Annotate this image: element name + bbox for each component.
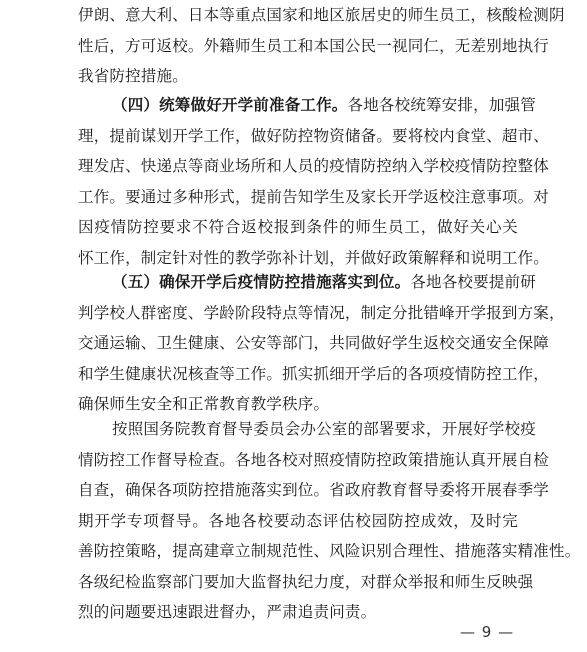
text-line	[78, 90, 536, 121]
text-line: 伊朗、意大利、日本等重点国家和地区旅居史的师生员工，核酸检测阴	[78, 6, 565, 24]
text-run: 各地各校统筹安排，加强管	[347, 96, 536, 114]
text-line: 交通运输、卫生健康、公安等部门，共同做好学生返校交通安全保障	[78, 334, 550, 352]
paragraph-post-opening-measures	[78, 267, 565, 420]
text-line: 善防控策略，提高建章立制规范性、风险识别合理性、措施落实精准性。	[78, 542, 581, 560]
text-line: 按照国务院教育督导委员会办公室的部署要求，开展好学校疫	[112, 420, 536, 438]
text-line: 和学生健康状况核查等工作。抓实抓细开学后的各项疫情防控工作，	[78, 364, 550, 383]
paragraph-pre-opening-preparation	[78, 90, 550, 273]
text-line: 我省防控措施。	[78, 67, 188, 85]
page-number: — 9 —	[460, 623, 515, 641]
text-line: 理发店、快递点等商业场所和人员的疫情防控纳入学校疫情防控整体	[78, 157, 550, 175]
text-line: 期开学专项督导。各地各校要动态评估校园防控成效，及时完	[78, 511, 518, 530]
text-line: 判学校人群密度、学龄阶段特点等情况，制定分批错峰开学报到方案，	[78, 303, 565, 322]
paragraph-travel-history	[78, 0, 565, 92]
text-line: 自查，确保各项防控措施落实到位。省政府教育督导委将开展春季学	[78, 481, 550, 499]
text-line: 情防控工作督导检查。各地各校对照疫情防控政策措施认真开展自检	[78, 450, 550, 469]
text-line: 性后，方可返校。外籍师生员工和本国公民一视同仁，无差别地执行	[78, 36, 550, 55]
section-heading-4: （四）统筹做好开学前准备工作。	[112, 96, 348, 114]
paragraph-supervision	[78, 414, 581, 628]
text-line: 各级纪检监察部门要加大监督执纪力度，对群众举报和师生反映强	[78, 572, 534, 591]
text-line	[78, 267, 536, 298]
text-line: 确保师生安全和正常教育教学秩序。	[78, 395, 330, 413]
section-heading-5: （五）确保开学后疫情防控措施落实到位。	[112, 273, 411, 291]
text-line: 理，提前谋划开学工作，做好防控物资储备。要将校内食堂、超市、	[78, 126, 550, 145]
text-line: 烈的问题要迅速跟进督办，严肃追责问责。	[78, 603, 377, 621]
text-line: 因疫情防控要求不符合返校报到条件的师生员工，做好关心关	[78, 218, 518, 236]
text-run: 各地各校要提前研	[410, 273, 536, 291]
text-line: 工作。要通过多种形式，提前告知学生及家长开学返校注意事项。对	[78, 187, 550, 206]
text-line: 怀工作，制定针对性的教学弥补计划，并做好政策解释和说明工作。	[78, 248, 550, 267]
